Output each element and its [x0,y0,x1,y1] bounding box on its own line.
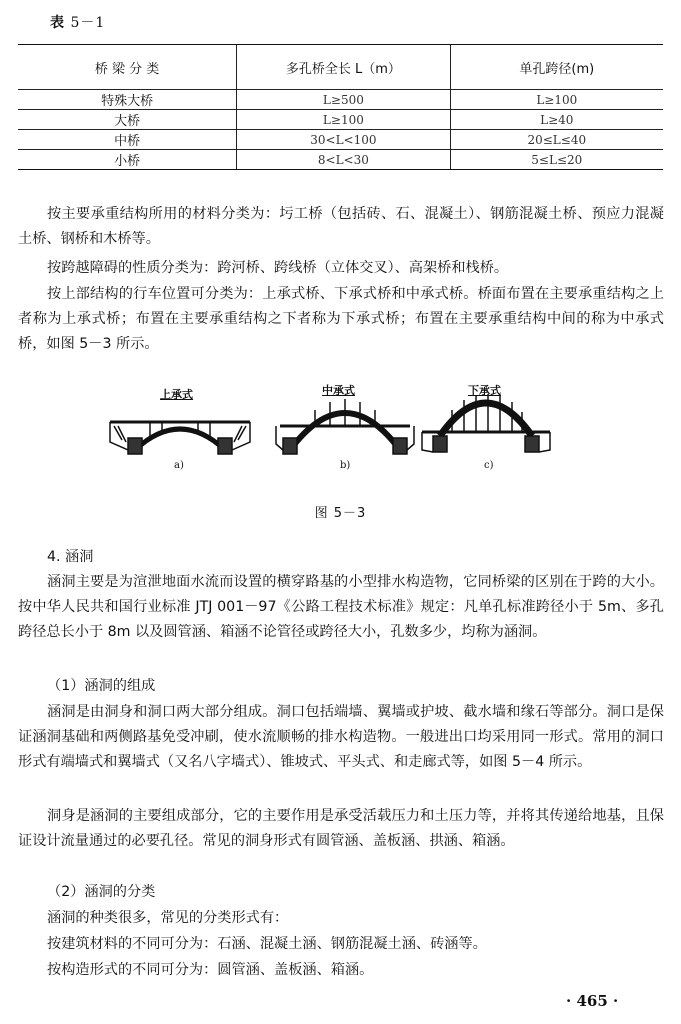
cell-category: 大桥 [18,110,237,130]
paragraph-culvert-composition: 涵洞是由洞身和洞口两大部分组成。洞口包括端墙、翼墙或护坡、截水墙和缘石等部分。洞口是保证涵洞基础和两侧路基免受冲刷，使水流顺畅的排水构造物。一般进出口均采用同一形式。常用的洞口形式有端墙式和翼墙式（又名八字墙式）、锥坡式、平头式、和走廊式等，如图 5－4 所示。 [18,704,664,770]
bridge-classification-table [18,44,663,170]
figure-caption: 图 5－3 [314,506,367,521]
label-deck-type: 上承式 [160,388,193,401]
table-row [18,130,663,150]
page-number: · 465 · [566,992,619,1010]
cell-single-span: 20≤L≤40 [450,130,663,150]
paragraph-classification-material: 按建筑材料的不同可分为：石涵、混凝土涵、钢筋混凝土涵、砖涵等。 [47,936,487,952]
paragraph-material-classification: 按主要承重结构所用的材料分类为：圬工桥（包括砖、石、混凝土）、钢筋混凝土桥、预应力混凝土桥、钢桥和木桥等。 [18,206,664,247]
paragraph-deck-position: 按上部结构的行车位置可分类为：上承式桥、下承式桥和中承式桥。桥面布置在主要承重结构之上者称为上承式桥；布置在主要承重结构之下者称为下承式桥；布置在主要承重结构中间的称为中承式桥，如图 5－3 所示。 [18,286,664,352]
cell-single-span: L≥100 [450,90,663,110]
cell-total-length: 8<L<30 [237,150,450,170]
table-caption [50,12,105,32]
cell-total-length: L≥500 [237,90,450,110]
subheading-culvert-composition: （1）涵洞的组成 [47,678,156,694]
paragraph-culvert-body: 洞身是涵洞的主要组成部分，它的主要作用是承受活载压力和土压力等，并将其传递给地基，且保证设计流量通过的必要孔径。常见的洞身形式有圆管涵、盖板涵、拱涵、箱涵。 [18,808,664,849]
through-arch-bridge-diagram [422,394,550,452]
paragraph-classification-intro: 涵洞的种类很多，常见的分类形式有： [47,910,289,926]
table-caption-label: 表 [50,15,65,31]
cell-total-length: L≥100 [237,110,450,130]
sublabel-b: b) [340,460,351,471]
header-total-length: 多孔桥全长 L（m） [237,45,450,90]
sublabel-a: a) [174,460,184,471]
paragraph-classification-structure: 按构造形式的不同可分为：圆管涵、盖板涵、箱涵。 [47,962,374,978]
half-through-arch-bridge-diagram [276,399,414,454]
label-through-type: 下承式 [468,384,501,397]
table-caption-number: 5－1 [70,15,106,31]
table-header-row [18,45,663,90]
header-bridge-class: 桥 梁 分 类 [18,45,237,90]
paragraph-obstacle-classification: 按跨越障碍的性质分类为：跨河桥、跨线桥（立体交叉）、高架桥和栈桥。 [47,260,509,276]
deck-arch-bridge-diagram [110,422,250,454]
label-half-through-type: 中承式 [322,384,355,397]
paragraph-culvert-definition: 涵洞主要是为渲泄地面水流而设置的横穿路基的小型排水构造物，它同桥梁的区别在于跨的大小。按中华人民共和国行业标准 JTJ 001－97《公路工程技术标准》规定：凡单孔标准跨径小于 5m、多孔跨径总长小于 8m 以及圆管涵、箱涵不论管径或跨径大小，孔数多少，均称为涵洞。 [18,574,664,640]
cell-single-span: 5≤L≤20 [450,150,663,170]
cell-total-length: 30<L<100 [237,130,450,150]
table-row [18,150,663,170]
cell-category: 中桥 [18,130,237,150]
cell-single-span: L≥40 [450,110,663,130]
table-row [18,110,663,130]
subheading-culvert-classification: （2）涵洞的分类 [47,884,156,900]
section-heading-culvert: 4. 涵洞 [47,549,94,565]
cell-category: 特殊大桥 [18,90,237,110]
bridge-types-figure [100,380,580,480]
cell-category: 小桥 [18,150,237,170]
sublabel-c: c) [484,460,494,471]
table-row [18,90,663,110]
header-single-span: 单孔跨径(m) [450,45,663,90]
